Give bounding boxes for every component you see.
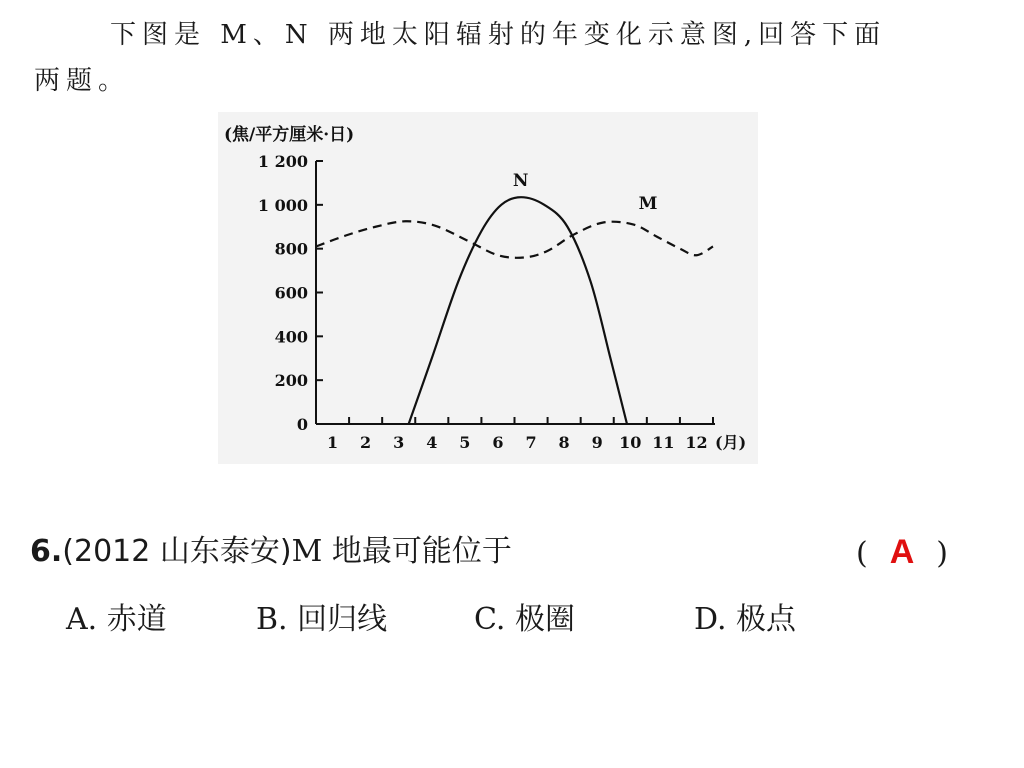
x-tick-label: 10 [619, 433, 642, 452]
option-c[interactable]: C. 极圈 [474, 602, 575, 637]
x-tick-label: 11 [652, 433, 675, 452]
y-tick-label: 0 [296, 415, 308, 434]
x-axis-label: (月) [715, 433, 747, 452]
x-tick-label: 5 [459, 433, 471, 452]
x-tick-label: 2 [360, 433, 372, 452]
y-tick-label: 1 000 [257, 195, 308, 215]
series-m-line [316, 221, 713, 258]
question-text: M 地最可能位于 [291, 534, 512, 569]
intro-text-2: 两题。 [34, 66, 131, 96]
radiation-chart [218, 112, 758, 464]
option-b[interactable]: B. 回归线 [256, 602, 388, 637]
intro-line-1 [34, 12, 994, 58]
series-n-label: N [512, 171, 529, 192]
option-d[interactable]: D. 极点 [694, 602, 797, 637]
question-number: 6. [30, 534, 63, 569]
y-tick-label: 200 [274, 371, 308, 391]
x-tick-label: 12 [685, 433, 708, 452]
y-tick-label: 1 200 [257, 152, 308, 171]
y-axis-label: (焦/平方厘米·日) [224, 125, 355, 145]
series-n-line [409, 197, 627, 424]
y-tick-label: 600 [274, 283, 308, 303]
x-tick-label: 6 [492, 433, 504, 452]
bracket-close: ) [936, 536, 948, 571]
option-a[interactable]: A. 赤道 [66, 602, 167, 637]
x-tick-label: 3 [393, 433, 405, 452]
question-6 [30, 530, 990, 574]
question-source: (2012 山东泰安) [62, 534, 292, 569]
bracket-open: ( [856, 536, 868, 571]
chart-svg [218, 112, 758, 464]
answer-letter: A [889, 533, 915, 571]
x-tick-label: 1 [326, 433, 339, 452]
x-tick-label: 4 [426, 433, 438, 452]
intro-line-2 [34, 58, 994, 104]
intro-text-1: 下图是 M、N 两地太阳辐射的年变化示意图,回答下面 [110, 20, 887, 50]
y-tick-label: 800 [274, 239, 308, 259]
x-tick-label: 9 [591, 433, 603, 452]
y-tick-label: 400 [274, 327, 308, 347]
x-tick-label: 7 [525, 433, 537, 452]
series-m-label: M [638, 194, 658, 215]
answer-bracket [856, 530, 948, 576]
x-tick-label: 8 [558, 433, 570, 452]
intro-paragraph [34, 12, 994, 104]
